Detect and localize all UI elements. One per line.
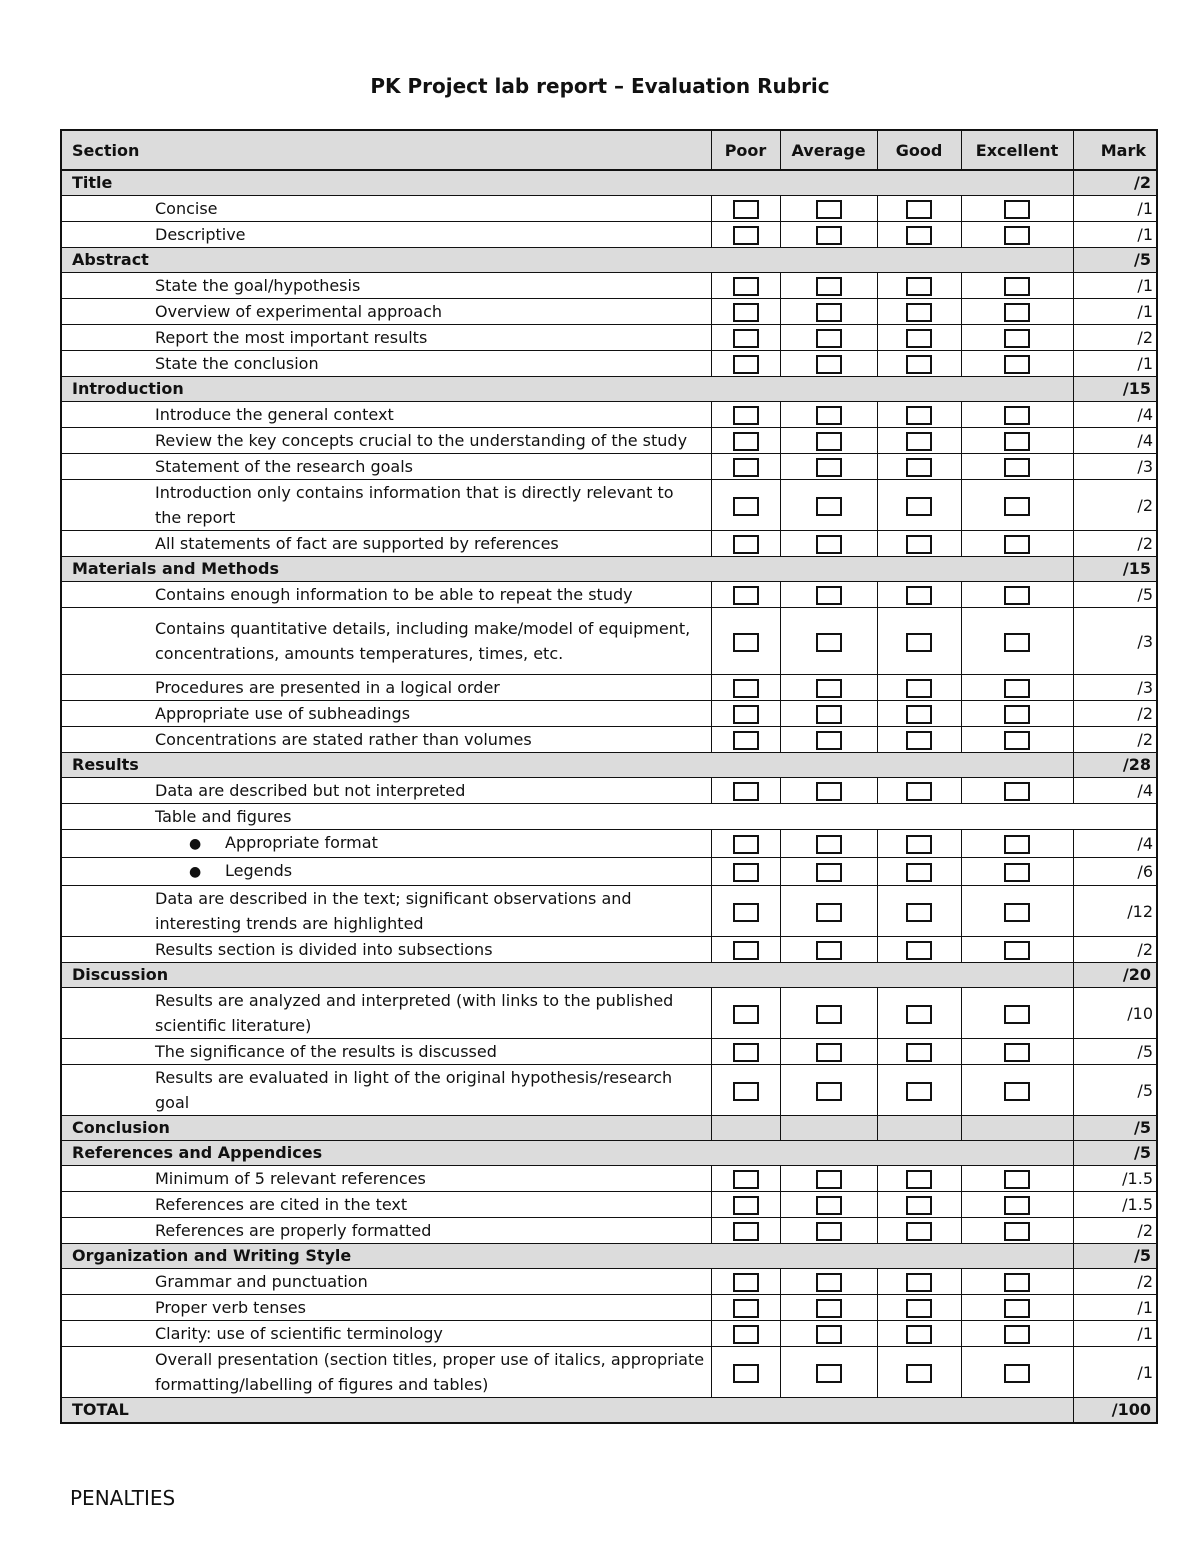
checkbox-average[interactable] xyxy=(816,1222,842,1241)
checkbox-average[interactable] xyxy=(816,903,842,922)
criterion-mark: /2 xyxy=(1073,480,1157,531)
checkbox-excellent[interactable] xyxy=(1004,458,1030,477)
checkbox-poor[interactable] xyxy=(733,863,759,882)
checkbox-good[interactable] xyxy=(906,226,932,245)
criterion-row xyxy=(61,1347,1157,1398)
section-mark: /15 xyxy=(1073,377,1157,402)
criterion-mark: /2 xyxy=(1073,937,1157,963)
criterion-row xyxy=(61,273,1157,299)
total-mark: /100 xyxy=(1073,1398,1157,1424)
checkbox-good[interactable] xyxy=(906,277,932,296)
section-mark: /5 xyxy=(1073,1244,1157,1269)
checkbox-average[interactable] xyxy=(816,303,842,322)
bullet-icon: ● xyxy=(189,836,202,852)
section-label: Abstract xyxy=(61,248,1073,273)
criterion-text: Proper verb tenses xyxy=(61,1295,711,1321)
section-mark: /28 xyxy=(1073,753,1157,778)
criterion-mark: /4 xyxy=(1073,830,1157,858)
criterion-mark: /1 xyxy=(1073,1295,1157,1321)
criterion-mark: /1 xyxy=(1073,1347,1157,1398)
checkbox-average[interactable] xyxy=(816,1299,842,1318)
checkbox-poor[interactable] xyxy=(733,458,759,477)
checkbox-poor[interactable] xyxy=(733,355,759,374)
criterion-text: Legends xyxy=(225,861,293,880)
criterion-row xyxy=(61,1218,1157,1244)
checkbox-good[interactable] xyxy=(906,1299,932,1318)
criterion-mark: /2 xyxy=(1073,531,1157,557)
checkbox-poor[interactable] xyxy=(733,406,759,425)
criterion-text: Overview of experimental approach xyxy=(61,299,711,325)
checkbox-average[interactable] xyxy=(816,1196,842,1215)
checkbox-poor[interactable] xyxy=(733,731,759,750)
total-label: TOTAL xyxy=(61,1398,1073,1424)
section-label: Results xyxy=(61,753,1073,778)
checkbox-good[interactable] xyxy=(906,303,932,322)
criterion-row xyxy=(61,480,1157,531)
checkbox-average[interactable] xyxy=(816,1273,842,1292)
checkbox-average[interactable] xyxy=(816,355,842,374)
criterion-row xyxy=(61,1065,1157,1116)
header-good: Good xyxy=(877,130,961,170)
checkbox-good[interactable] xyxy=(906,1005,932,1024)
penalties-heading: PENALTIES xyxy=(70,1486,176,1510)
checkbox-excellent[interactable] xyxy=(1004,903,1030,922)
criterion-bullet-item xyxy=(61,858,711,886)
checkbox-poor[interactable] xyxy=(733,1222,759,1241)
checkbox-excellent[interactable] xyxy=(1004,355,1030,374)
section-row-discussion xyxy=(61,963,1157,988)
section-label: Conclusion xyxy=(61,1116,711,1141)
checkbox-good[interactable] xyxy=(906,679,932,698)
criterion-text: Overall presentation (section titles, proper use of italics, appropriate formatting/labelling of figures and tables) xyxy=(61,1347,711,1398)
criterion-text: References are cited in the text xyxy=(61,1192,711,1218)
criterion-mark: /3 xyxy=(1073,675,1157,701)
checkbox-excellent[interactable] xyxy=(1004,277,1030,296)
criterion-row xyxy=(61,778,1157,804)
checkbox-excellent[interactable] xyxy=(1004,586,1030,605)
criterion-row xyxy=(61,351,1157,377)
checkbox-excellent[interactable] xyxy=(1004,679,1030,698)
checkbox-average[interactable] xyxy=(816,497,842,516)
checkbox-good[interactable] xyxy=(906,586,932,605)
evaluation-rubric-table xyxy=(60,129,1158,1424)
bullet-icon: ● xyxy=(189,864,202,880)
checkbox-average[interactable] xyxy=(816,1325,842,1344)
checkbox-average[interactable] xyxy=(816,705,842,724)
section-mark: /20 xyxy=(1073,963,1157,988)
section-row-references xyxy=(61,1141,1157,1166)
criterion-row xyxy=(61,1295,1157,1321)
criterion-row xyxy=(61,1192,1157,1218)
checkbox-excellent[interactable] xyxy=(1004,329,1030,348)
criterion-text: Appropriate use of subheadings xyxy=(61,701,711,727)
criterion-text: Results section is divided into subsections xyxy=(61,937,711,963)
criterion-text: Minimum of 5 relevant references xyxy=(61,1166,711,1192)
criterion-text: Descriptive xyxy=(61,222,711,248)
criterion-text: Data are described but not interpreted xyxy=(61,778,711,804)
header-excellent: Excellent xyxy=(961,130,1073,170)
checkbox-poor[interactable] xyxy=(733,633,759,652)
criterion-mark: /4 xyxy=(1073,402,1157,428)
checkbox-poor[interactable] xyxy=(733,1170,759,1189)
criterion-text: Procedures are presented in a logical order xyxy=(61,675,711,701)
checkbox-average[interactable] xyxy=(816,458,842,477)
criterion-mark: /1 xyxy=(1073,299,1157,325)
criterion-text: All statements of fact are supported by references xyxy=(61,531,711,557)
checkbox-poor[interactable] xyxy=(733,1196,759,1215)
checkbox-good[interactable] xyxy=(906,782,932,801)
checkbox-poor[interactable] xyxy=(733,1043,759,1062)
criterion-text: Appropriate format xyxy=(225,833,378,852)
header-mark: Mark xyxy=(1073,130,1157,170)
checkbox-good[interactable] xyxy=(906,1043,932,1062)
criterion-mark: /1.5 xyxy=(1073,1166,1157,1192)
criterion-text: References are properly formatted xyxy=(61,1218,711,1244)
criterion-row xyxy=(61,886,1157,937)
criterion-text: Grammar and punctuation xyxy=(61,1269,711,1295)
criterion-row xyxy=(61,937,1157,963)
checkbox-good[interactable] xyxy=(906,406,932,425)
checkbox-average[interactable] xyxy=(816,679,842,698)
checkbox-excellent[interactable] xyxy=(1004,406,1030,425)
criterion-row xyxy=(61,454,1157,480)
criterion-row xyxy=(61,608,1157,675)
checkbox-average[interactable] xyxy=(816,200,842,219)
criterion-row xyxy=(61,1039,1157,1065)
checkbox-average[interactable] xyxy=(816,835,842,854)
criterion-text: Introduce the general context xyxy=(61,402,711,428)
checkbox-poor[interactable] xyxy=(733,1273,759,1292)
checkbox-good[interactable] xyxy=(906,355,932,374)
checkbox-average[interactable] xyxy=(816,1082,842,1101)
checkbox-good[interactable] xyxy=(906,863,932,882)
checkbox-good[interactable] xyxy=(906,329,932,348)
checkbox-average[interactable] xyxy=(816,535,842,554)
checkbox-excellent[interactable] xyxy=(1004,1299,1030,1318)
criterion-row xyxy=(61,196,1157,222)
checkbox-poor[interactable] xyxy=(733,903,759,922)
checkbox-poor[interactable] xyxy=(733,679,759,698)
criterion-subheading: Table and figures xyxy=(61,804,1157,830)
checkbox-excellent[interactable] xyxy=(1004,303,1030,322)
checkbox-excellent[interactable] xyxy=(1004,1005,1030,1024)
checkbox-poor[interactable] xyxy=(733,303,759,322)
checkbox-good[interactable] xyxy=(906,497,932,516)
checkbox-good[interactable] xyxy=(906,1325,932,1344)
section-mark: /5 xyxy=(1073,248,1157,273)
checkbox-poor[interactable] xyxy=(733,941,759,960)
checkbox-poor[interactable] xyxy=(733,497,759,516)
checkbox-average[interactable] xyxy=(816,1005,842,1024)
checkbox-poor[interactable] xyxy=(733,835,759,854)
checkbox-average[interactable] xyxy=(816,941,842,960)
checkbox-average[interactable] xyxy=(816,277,842,296)
criterion-row xyxy=(61,1321,1157,1347)
total-row xyxy=(61,1398,1157,1424)
checkbox-good[interactable] xyxy=(906,903,932,922)
section-row-title xyxy=(61,170,1157,196)
checkbox-good[interactable] xyxy=(906,1196,932,1215)
checkbox-poor[interactable] xyxy=(733,782,759,801)
checkbox-average[interactable] xyxy=(816,633,842,652)
criterion-row xyxy=(61,675,1157,701)
criterion-mark: /2 xyxy=(1073,1218,1157,1244)
criterion-text: Results are analyzed and interpreted (with links to the published scientific literature) xyxy=(61,988,711,1039)
checkbox-average[interactable] xyxy=(816,1170,842,1189)
checkbox-poor[interactable] xyxy=(733,226,759,245)
criterion-mark: /5 xyxy=(1073,1039,1157,1065)
header-average: Average xyxy=(780,130,877,170)
checkbox-poor[interactable] xyxy=(733,705,759,724)
criterion-subheading-row xyxy=(61,804,1157,830)
checkbox-good[interactable] xyxy=(906,1364,932,1383)
criterion-mark: /2 xyxy=(1073,701,1157,727)
section-mark: /2 xyxy=(1073,170,1157,196)
criterion-mark: /1 xyxy=(1073,196,1157,222)
checkbox-excellent[interactable] xyxy=(1004,941,1030,960)
criterion-row xyxy=(61,402,1157,428)
criterion-row xyxy=(61,1166,1157,1192)
criterion-text: Introduction only contains information that is directly relevant to the report xyxy=(61,480,711,531)
criterion-mark: /1 xyxy=(1073,222,1157,248)
criterion-text: State the conclusion xyxy=(61,351,711,377)
checkbox-excellent[interactable] xyxy=(1004,226,1030,245)
section-mark: /15 xyxy=(1073,557,1157,582)
checkbox-excellent[interactable] xyxy=(1004,497,1030,516)
checkbox-average[interactable] xyxy=(816,226,842,245)
checkbox-average[interactable] xyxy=(816,782,842,801)
checkbox-average[interactable] xyxy=(816,586,842,605)
checkbox-excellent[interactable] xyxy=(1004,1222,1030,1241)
checkbox-good[interactable] xyxy=(906,535,932,554)
checkbox-good[interactable] xyxy=(906,1082,932,1101)
checkbox-good[interactable] xyxy=(906,705,932,724)
checkbox-good[interactable] xyxy=(906,1273,932,1292)
checkbox-average[interactable] xyxy=(816,731,842,750)
checkbox-excellent[interactable] xyxy=(1004,731,1030,750)
header-poor: Poor xyxy=(711,130,780,170)
checkbox-good[interactable] xyxy=(906,633,932,652)
section-mark: /5 xyxy=(1073,1141,1157,1166)
criterion-text: Report the most important results xyxy=(61,325,711,351)
checkbox-average[interactable] xyxy=(816,406,842,425)
criterion-mark: /4 xyxy=(1073,428,1157,454)
checkbox-poor[interactable] xyxy=(733,1364,759,1383)
checkbox-excellent[interactable] xyxy=(1004,432,1030,451)
criterion-mark: /5 xyxy=(1073,1065,1157,1116)
section-label: References and Appendices xyxy=(61,1141,1073,1166)
criterion-text: Concise xyxy=(61,196,711,222)
checkbox-excellent[interactable] xyxy=(1004,1170,1030,1189)
criterion-text: Review the key concepts crucial to the understanding of the study xyxy=(61,428,711,454)
section-row-conclusion xyxy=(61,1116,1157,1141)
section-row-abstract xyxy=(61,248,1157,273)
criterion-row xyxy=(61,222,1157,248)
section-row-results xyxy=(61,753,1157,778)
criterion-mark: /3 xyxy=(1073,608,1157,675)
criterion-text: Concentrations are stated rather than volumes xyxy=(61,727,711,753)
criterion-mark: /2 xyxy=(1073,1269,1157,1295)
checkbox-poor[interactable] xyxy=(733,1005,759,1024)
checkbox-excellent[interactable] xyxy=(1004,1082,1030,1101)
criterion-row xyxy=(61,830,1157,858)
section-mark: /5 xyxy=(1073,1116,1157,1141)
checkbox-excellent[interactable] xyxy=(1004,705,1030,724)
checkbox-average[interactable] xyxy=(816,432,842,451)
criterion-row xyxy=(61,325,1157,351)
criterion-row xyxy=(61,299,1157,325)
criterion-mark: /1 xyxy=(1073,1321,1157,1347)
criterion-text: The significance of the results is discussed xyxy=(61,1039,711,1065)
section-row-writing xyxy=(61,1244,1157,1269)
checkbox-good[interactable] xyxy=(906,432,932,451)
checkbox-good[interactable] xyxy=(906,200,932,219)
checkbox-poor[interactable] xyxy=(733,329,759,348)
checkbox-good[interactable] xyxy=(906,1222,932,1241)
section-row-introduction xyxy=(61,377,1157,402)
criterion-mark: /12 xyxy=(1073,886,1157,937)
checkbox-excellent[interactable] xyxy=(1004,200,1030,219)
criterion-mark: /4 xyxy=(1073,778,1157,804)
checkbox-poor[interactable] xyxy=(733,200,759,219)
checkbox-average[interactable] xyxy=(816,1043,842,1062)
section-label: Materials and Methods xyxy=(61,557,1073,582)
checkbox-excellent[interactable] xyxy=(1004,1364,1030,1383)
criterion-row xyxy=(61,858,1157,886)
checkbox-poor[interactable] xyxy=(733,277,759,296)
criterion-text: Contains enough information to be able to repeat the study xyxy=(61,582,711,608)
criterion-text: Contains quantitative details, including make/model of equipment, concentrations, amounts temperatures, times, etc. xyxy=(61,608,711,675)
checkbox-excellent[interactable] xyxy=(1004,782,1030,801)
criterion-mark: /1 xyxy=(1073,351,1157,377)
checkbox-excellent[interactable] xyxy=(1004,1325,1030,1344)
criterion-mark: /1 xyxy=(1073,273,1157,299)
section-label: Discussion xyxy=(61,963,1073,988)
checkbox-poor[interactable] xyxy=(733,1299,759,1318)
criterion-mark: /3 xyxy=(1073,454,1157,480)
header-section: Section xyxy=(61,130,711,170)
criterion-text: State the goal/hypothesis xyxy=(61,273,711,299)
checkbox-excellent[interactable] xyxy=(1004,835,1030,854)
criterion-text: Results are evaluated in light of the original hypothesis/research goal xyxy=(61,1065,711,1116)
checkbox-excellent[interactable] xyxy=(1004,633,1030,652)
criterion-text: Data are described in the text; significant observations and interesting trends are highlighted xyxy=(61,886,711,937)
criterion-mark: /1.5 xyxy=(1073,1192,1157,1218)
criterion-mark: /5 xyxy=(1073,582,1157,608)
checkbox-average[interactable] xyxy=(816,863,842,882)
checkbox-good[interactable] xyxy=(906,941,932,960)
checkbox-good[interactable] xyxy=(906,1170,932,1189)
section-label: Organization and Writing Style xyxy=(61,1244,1073,1269)
criterion-mark: /6 xyxy=(1073,858,1157,886)
checkbox-poor[interactable] xyxy=(733,586,759,605)
checkbox-excellent[interactable] xyxy=(1004,535,1030,554)
checkbox-poor[interactable] xyxy=(733,432,759,451)
checkbox-poor[interactable] xyxy=(733,1325,759,1344)
document-title: PK Project lab report – Evaluation Rubric xyxy=(370,74,830,98)
checkbox-good[interactable] xyxy=(906,835,932,854)
section-row-methods xyxy=(61,557,1157,582)
criterion-row xyxy=(61,1269,1157,1295)
section-label: Introduction xyxy=(61,377,1073,402)
checkbox-excellent[interactable] xyxy=(1004,1196,1030,1215)
criterion-text: Statement of the research goals xyxy=(61,454,711,480)
checkbox-good[interactable] xyxy=(906,458,932,477)
criterion-text: Clarity: use of scientific terminology xyxy=(61,1321,711,1347)
section-label: Title xyxy=(61,170,1073,196)
criterion-row xyxy=(61,701,1157,727)
criterion-row xyxy=(61,727,1157,753)
checkbox-poor[interactable] xyxy=(733,535,759,554)
checkbox-good[interactable] xyxy=(906,731,932,750)
checkbox-average[interactable] xyxy=(816,1364,842,1383)
header-row xyxy=(61,130,1157,170)
checkbox-average[interactable] xyxy=(816,329,842,348)
criterion-mark: /10 xyxy=(1073,988,1157,1039)
criterion-mark: /2 xyxy=(1073,325,1157,351)
criterion-mark: /2 xyxy=(1073,727,1157,753)
criterion-row xyxy=(61,988,1157,1039)
checkbox-excellent[interactable] xyxy=(1004,1273,1030,1292)
checkbox-excellent[interactable] xyxy=(1004,1043,1030,1062)
criterion-row xyxy=(61,582,1157,608)
criterion-row xyxy=(61,531,1157,557)
criterion-bullet-item xyxy=(61,830,711,858)
checkbox-excellent[interactable] xyxy=(1004,863,1030,882)
criterion-row xyxy=(61,428,1157,454)
checkbox-poor[interactable] xyxy=(733,1082,759,1101)
